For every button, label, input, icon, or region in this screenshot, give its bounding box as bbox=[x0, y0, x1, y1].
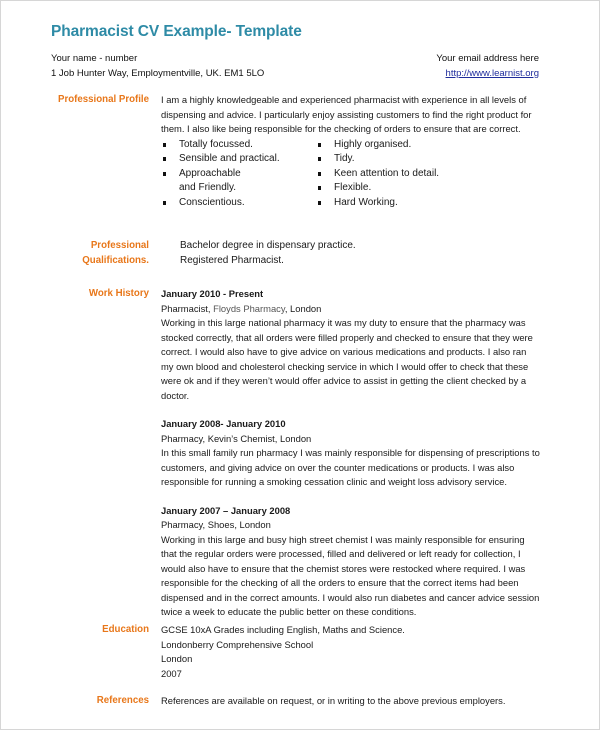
bullet-item: Highly organised. bbox=[316, 138, 439, 153]
email-address: Your email address here bbox=[436, 53, 539, 64]
bullet-list-left bbox=[161, 138, 316, 211]
section-label-line: Qualifications. bbox=[82, 254, 149, 266]
job-employer: Shoes bbox=[207, 519, 235, 530]
job-role: Pharmacy, bbox=[161, 432, 208, 444]
section-content bbox=[161, 623, 541, 681]
qualification-item: Registered Pharmacist. bbox=[180, 254, 284, 266]
education-line: GCSE 10xA Grades including English, Maths and Science. bbox=[161, 624, 405, 635]
name-number: Your name - number bbox=[51, 53, 138, 64]
bullet-item: Flexible. bbox=[316, 181, 439, 196]
job-location: , London bbox=[234, 519, 271, 530]
bullet-item: Sensible and practical. bbox=[161, 152, 299, 167]
job-role: Pharmacy, bbox=[161, 519, 208, 530]
section-content bbox=[161, 694, 541, 709]
bullet-item: Conscientious. bbox=[161, 196, 259, 211]
job-title-line bbox=[161, 302, 541, 317]
contact-block-left bbox=[51, 51, 264, 81]
job-role: Pharmacist, bbox=[161, 302, 214, 314]
bullet-item: Approachable and Friendly. bbox=[161, 167, 259, 196]
bullet-item: Keen attention to detail. bbox=[316, 167, 439, 182]
contact-block-right bbox=[436, 51, 539, 81]
section-content bbox=[161, 93, 541, 210]
bullet-item: Totally focussed. bbox=[161, 138, 259, 153]
qualification-item: Bachelor degree in dispensary practice. bbox=[180, 240, 356, 251]
references-text: References are available on request, or in writing to the above previous employers. bbox=[161, 695, 506, 706]
job-description: Working in this large and busy high street chemist I was mainly responsible for ensuring that the regular orders were processed, filled and delivered or left ready for collection, I would also have to ensure that the chemist stores were restocked where required. I was responsible for the checking of all the orders to ensure that the correct items had been dispensed and in the correct amounts. I would also run diabetes and cancer advice session twice a week to educate the public better on these conditions. bbox=[161, 533, 540, 617]
job-dates: January 2007 – January 2008 bbox=[161, 504, 291, 516]
profile-summary: I am a highly knowledgeable and experienced pharmacist with experience in all levels of dispensing and advice. I particularly enjoy assisting customers to find the right product for them. I also like being responsible for the checking of orders to ensure that are correct. bbox=[161, 94, 532, 134]
job-employer: Kevin’s Chemist bbox=[207, 432, 275, 444]
section-content bbox=[161, 287, 541, 634]
address: 1 Job Hunter Way, Employmentville, UK. EM1 5LO bbox=[51, 68, 265, 79]
section-content bbox=[161, 239, 560, 268]
job-entry bbox=[161, 504, 541, 620]
job-title-line bbox=[161, 518, 541, 533]
job-description: Working in this large national pharmacy it was my duty to ensure that the pharmacy was stocked correctly, that all orders were filled properly and checked to ensure that they were correct. I would also have to give advice on various medications and products. I also ran my own blood and cholesterol checking service in which I would offer to check that these were ok and if they weren’t would offer advice to assist in getting the client checked by a doctor. bbox=[161, 317, 533, 401]
job-employer: Floyds Pharmacy bbox=[213, 302, 285, 314]
education-line: 2007 bbox=[161, 667, 182, 679]
bullet-item: Hard Working. bbox=[316, 196, 439, 211]
job-description: In this small family run pharmacy I was mainly responsible for dispensing of prescriptions to customers, and giving advice on over the counter medications or products. I was also responsible for running a smoking cessation clinic and weight loss advisory service. bbox=[161, 447, 540, 487]
job-entry bbox=[161, 287, 541, 403]
section-label bbox=[19, 239, 149, 268]
section-label: Work History bbox=[88, 288, 149, 299]
job-dates: January 2010 - Present bbox=[161, 288, 264, 299]
job-location: , London bbox=[284, 302, 322, 314]
section-label: Professional Profile bbox=[58, 94, 149, 105]
document-title: Pharmacist CV Example- Template bbox=[51, 23, 302, 40]
bullet-list-right bbox=[316, 138, 439, 211]
job-title-line bbox=[161, 432, 541, 447]
job-entry bbox=[161, 417, 541, 490]
section-label: References bbox=[96, 695, 149, 706]
education-line: London bbox=[161, 653, 193, 664]
section-label-line: Professional bbox=[90, 240, 149, 251]
section-label: Education bbox=[102, 624, 149, 635]
website-link[interactable]: http://www.learnist.org bbox=[445, 68, 539, 79]
education-line: Londonberry Comprehensive School bbox=[161, 638, 314, 650]
job-location: , London bbox=[274, 432, 312, 444]
bullet-item: Tidy. bbox=[316, 152, 439, 167]
job-dates: January 2008- January 2010 bbox=[161, 418, 286, 429]
profile-bullets bbox=[161, 138, 541, 211]
